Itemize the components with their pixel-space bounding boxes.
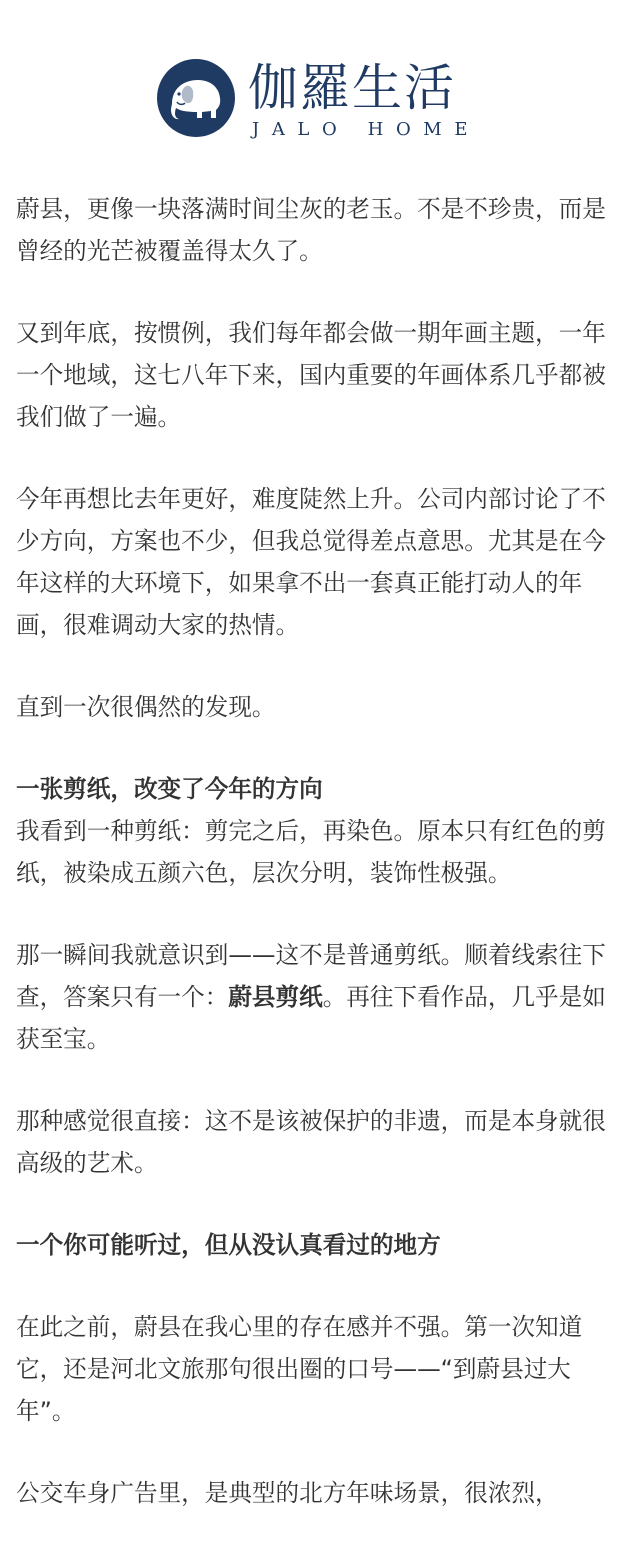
elephant-logo-icon	[156, 58, 236, 138]
section-heading-2: 一个你可能听过，但从没认真看过的地方	[16, 1231, 441, 1259]
paragraph-5: 我看到一种剪纸：剪完之后，再染色。原本只有红色的剪纸，被染成五颜六色，层次分明，装饰性极强。	[16, 817, 606, 887]
paragraph-1: 蔚县，更像一块落满时间尘灰的老玉。不是不珍贵，而是曾经的光芒被覆盖得太久了。	[16, 195, 606, 265]
paragraph-2: 又到年底，按惯例，我们每年都会做一期年画主题，一年一个地域，这七八年下来，国内重要的年画体系几乎都被我们做了一遍。	[16, 319, 606, 431]
paragraph-6-text-end: 。再往下看作品，几乎是如获至宝。	[16, 983, 606, 1053]
section-heading-1: 一张剪纸，改变了今年的方向	[16, 775, 323, 803]
paragraph-8: 在此之前，蔚县在我心里的存在感并不强。第一次知道它，还是河北文旅那句很出圈的口号——“到蔚县过大年”。	[16, 1313, 583, 1425]
paragraph-6	[16, 934, 628, 1060]
brand-name-chinese: 伽羅生活	[248, 59, 456, 117]
paragraph-6-text-start: 那一瞬间我就意识到——这不是普通剪纸。顺着线索往下查，答案只有一个：	[16, 941, 606, 1011]
brand-header	[0, 56, 640, 140]
paragraph-9: 公交车身广告里，是典型的北方年味场景，很浓烈，	[16, 1479, 559, 1507]
highlight-keyword: 蔚县剪纸	[228, 983, 323, 1011]
paragraph-4: 直到一次很偶然的发现。	[16, 693, 276, 721]
paragraph-7: 那种感觉很直接：这不是该被保护的非遗，而是本身就很高级的艺术。	[16, 1107, 606, 1177]
brand-name-english: JALO HOME	[252, 119, 481, 140]
paragraph-3: 今年再想比去年更好，难度陡然上升。公司内部讨论了不少方向，方案也不少，但我总觉得差点意思。尤其是在今年这样的大环境下，如果拿不出一套真正能打动人的年画，很难调动大家的热情。	[16, 485, 606, 639]
article-body	[16, 188, 628, 1554]
